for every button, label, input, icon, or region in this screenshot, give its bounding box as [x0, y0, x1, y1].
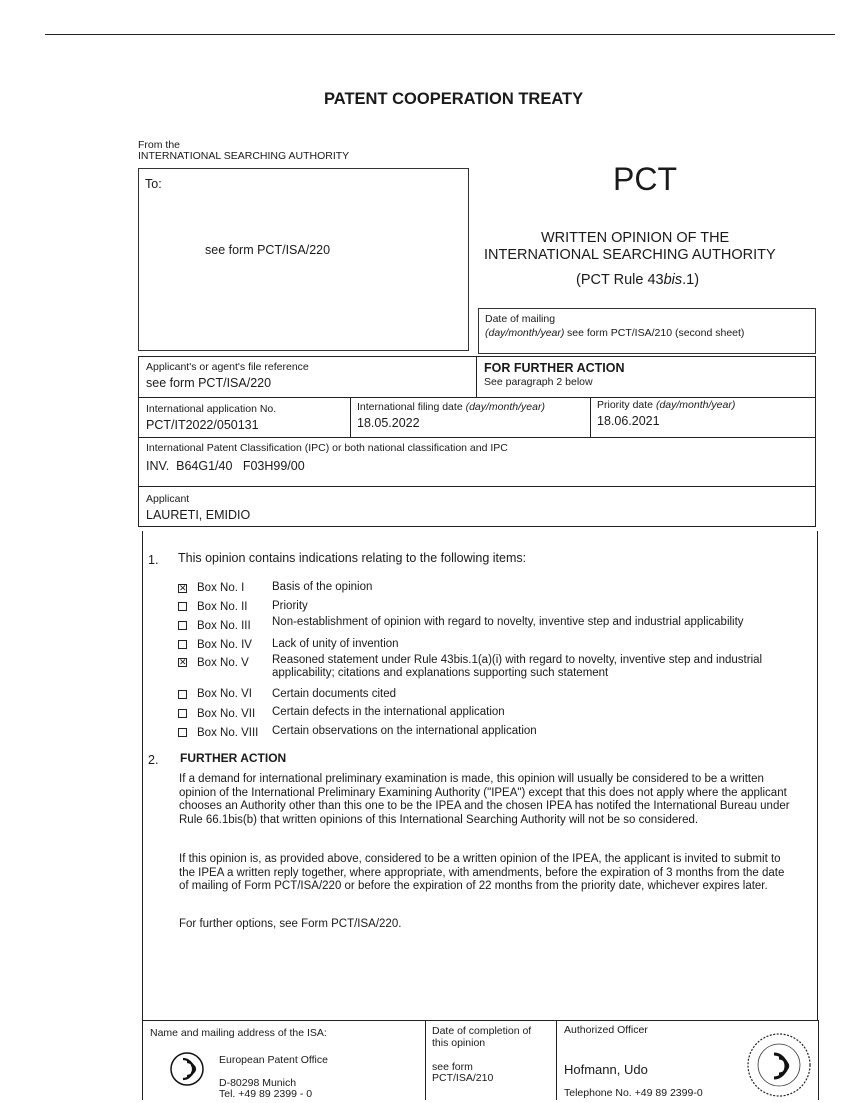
box-label: Box No. VI [197, 688, 252, 700]
body-frame [142, 531, 143, 1020]
officer-label: Authorized Officer [564, 1024, 648, 1036]
box-text: Certain observations on the international application [272, 725, 537, 737]
ipc-label: International Patent Classification (IPC) or both national classification and IPC [146, 442, 508, 454]
checkbox-box-iv [178, 640, 187, 649]
box-label: Box No. V [197, 657, 249, 669]
mailing-label: Date of mailing [485, 313, 556, 325]
checkbox-box-i: ✕ [179, 583, 187, 593]
doc-title-line1: WRITTEN OPINION OF THE [541, 230, 730, 246]
section1-heading: This opinion contains indications relating to the following items: [178, 551, 527, 565]
grid-line [138, 356, 139, 527]
grid-line [815, 356, 816, 527]
box-label: Box No. VII [197, 708, 256, 720]
box-text: Certain defects in the international application [272, 706, 505, 718]
footer-line [556, 1020, 557, 1100]
box-label: Box No. III [197, 620, 251, 632]
pct-heading: PCT [613, 161, 677, 197]
further-action-title: FOR FURTHER ACTION [484, 361, 625, 375]
to-value: see form PCT/ISA/220 [205, 243, 331, 257]
grid-line [138, 397, 816, 398]
box-text: Priority [272, 600, 308, 612]
body-frame [817, 531, 818, 1020]
further-action-sub: See paragraph 2 below [484, 376, 593, 388]
to-label: To: [145, 177, 162, 191]
isa-office: European Patent Office [219, 1054, 328, 1066]
priority-date-value: 18.06.2021 [597, 414, 660, 428]
grid-line [138, 526, 816, 527]
rule-reference [576, 272, 699, 288]
official-stamp-icon [744, 1030, 814, 1098]
doc-title-line2: INTERNATIONAL SEARCHING AUTHORITY [484, 247, 776, 263]
mailing-value: see form PCT/ISA/210 (second sheet) [567, 327, 745, 339]
box-text: Lack of unity of invention [272, 638, 399, 650]
box-text: Certain documents cited [272, 688, 397, 700]
checkbox-box-ii [178, 602, 187, 611]
application-value: PCT/IT2022/050131 [146, 418, 259, 432]
section2-number: 2. [148, 753, 159, 767]
filing-date-label: International filing date (day/month/year) [357, 401, 545, 413]
rule-prefix: (PCT Rule 43 [576, 272, 664, 288]
to-box [138, 168, 469, 351]
section2-heading: FURTHER ACTION [180, 751, 287, 765]
box-label: Box No. I [197, 582, 245, 594]
applicant-label: Applicant [146, 493, 190, 505]
grid-line [590, 397, 591, 438]
checkbox-box-viii [178, 728, 187, 737]
box-text-cont: applicability; citations and explanations supporting such statement [272, 667, 609, 679]
box-text: Basis of the opinion [272, 581, 373, 593]
grid-line [350, 397, 351, 438]
checkbox-box-v: ✕ [179, 657, 187, 667]
checkbox-box-iii [178, 621, 187, 630]
completion-label2: this opinion [432, 1037, 486, 1049]
box-label: Box No. VIII [197, 727, 259, 739]
top-rule [45, 34, 835, 35]
further-action-para2: If this opinion is, as provided above, considered to be a written opinion of the IPEA, the applicant is invited to submit to the IPEA a written reply together, where appropriate, with amendments, before the expiration of 3 months from the date of mailing of Form PCT/ISA/220 or before the expiration of 22 months from the priority date, whichever expires later. [179, 853, 785, 892]
further-action-para3: For further options, see Form PCT/ISA/220. [179, 918, 402, 930]
officer-tel: Telephone No. +49 89 2399-0 [564, 1087, 703, 1099]
file-ref-value: see form PCT/ISA/220 [146, 376, 272, 390]
footer-line [425, 1020, 426, 1100]
checkbox-box-vii [178, 709, 187, 718]
section1-number: 1. [148, 553, 159, 567]
footer-line [142, 1020, 819, 1021]
grid-line [138, 486, 816, 487]
grid-line [138, 437, 816, 438]
footer-line [818, 1020, 819, 1100]
box-text: Non-establishment of opinion with regard to novelty, inventive step and industrial applicability [272, 616, 744, 628]
further-action-para1: If a demand for international preliminary examination is made, this opinion will usually be considered to be a written opinion of the International Preliminary Examining Authority ("IPEA") except that this does not apply where the applicant chooses an Authority other than this one to be the IPEA and the chosen IPEA has notifed the International Bureau under Rule 66.1bis(b) that written opinions of this International Searching Authority will not be so considered. [179, 773, 790, 826]
grid-line [476, 356, 477, 398]
box-label: Box No. IV [197, 639, 252, 651]
rule-suffix: .1) [682, 272, 700, 288]
application-label: International application No. [146, 403, 277, 415]
grid-line [138, 356, 816, 357]
mailing-sublabel: (day/month/year) [485, 327, 565, 339]
from-line1: From the [138, 139, 181, 151]
from-line2: INTERNATIONAL SEARCHING AUTHORITY [138, 150, 350, 162]
page-title: PATENT COOPERATION TREATY [324, 90, 584, 108]
filing-date-value: 18.05.2022 [357, 416, 420, 430]
box-text: Reasoned statement under Rule 43bis.1(a)(i) with regard to novelty, inventive step and industrial [272, 654, 763, 666]
box-label: Box No. II [197, 601, 248, 613]
file-ref-label: Applicant's or agent's file reference [146, 361, 309, 373]
rule-italic: bis [663, 272, 683, 288]
completion-value1: see form [432, 1061, 473, 1073]
completion-label1: Date of completion of [432, 1025, 532, 1037]
checkbox-box-vi [178, 690, 187, 699]
applicant-value: LAURETI, EMIDIO [146, 508, 251, 522]
isa-address: D-80298 Munich [219, 1077, 297, 1089]
priority-date-label: Priority date (day/month/year) [597, 399, 736, 411]
footer-line [142, 1020, 143, 1100]
isa-tel: Tel. +49 89 2399 - 0 [219, 1088, 313, 1100]
isa-label: Name and mailing address of the ISA: [150, 1027, 327, 1039]
ipc-value: INV. B64G1/40 F03H99/00 [146, 459, 305, 473]
completion-value2: PCT/ISA/210 [432, 1072, 494, 1084]
epo-logo-icon [170, 1052, 204, 1086]
officer-name: Hofmann, Udo [564, 1062, 648, 1077]
